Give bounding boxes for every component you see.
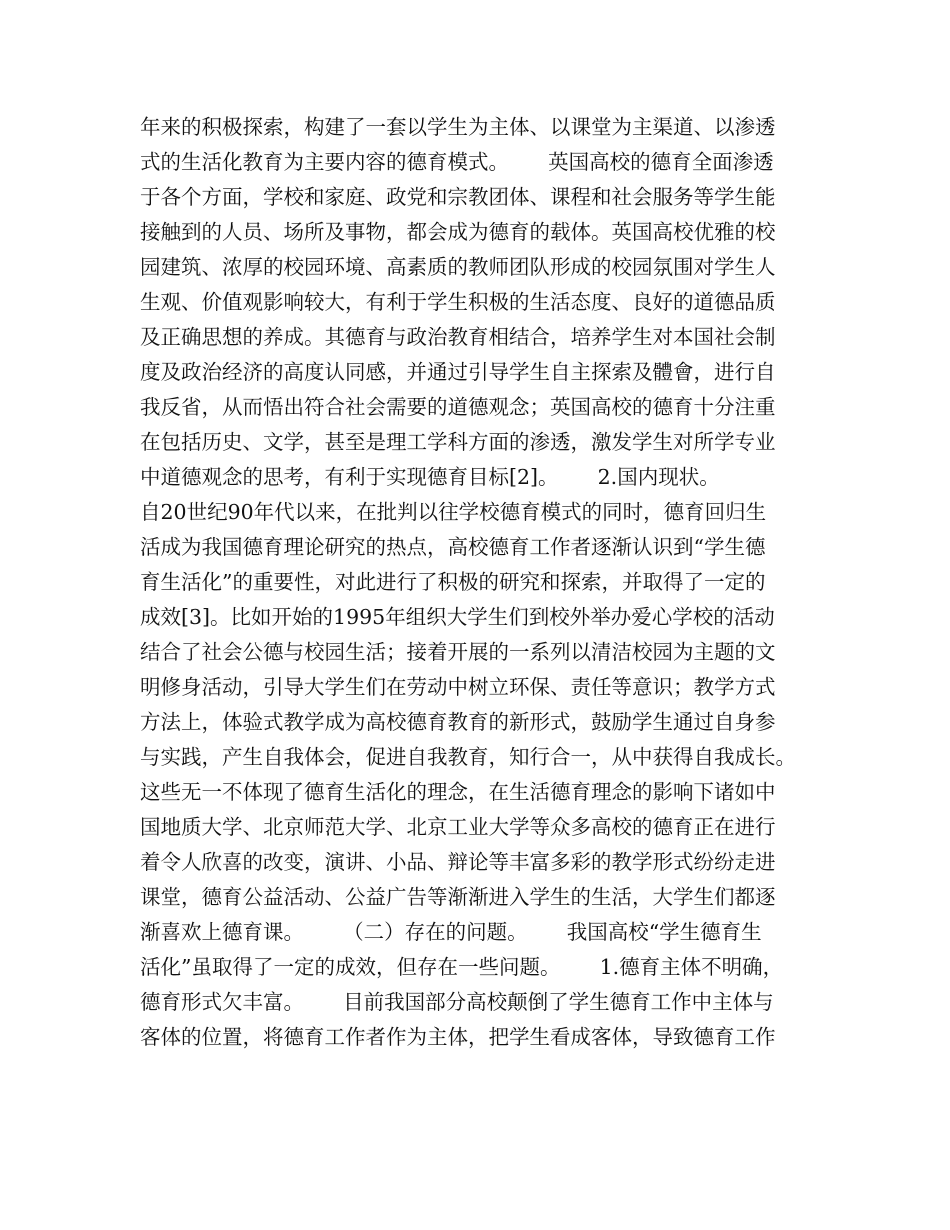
text-line: 渐喜欢上德育课。 （二）存在的问题。 我国高校“学生德育生 xyxy=(140,920,762,944)
text-line: 明修身活动，引导大学生们在劳动中树立环保、责任等意识；教学方式 xyxy=(140,675,776,699)
text-line: 结合了社会公德与校园生活；接着开展的一系列以清洁校园为主题的文 xyxy=(140,640,776,664)
text-line: 活化”虽取得了一定的成效，但存在一些问题。 1.德育主体不明确， xyxy=(140,955,784,979)
text-line: 活成为我国德育理论研究的热点，高校德育工作者逐渐认识到“学生德 xyxy=(140,535,766,559)
text-line: 中道德观念的思考，有利于实现德育目标[2]。 2.国内现状。 xyxy=(140,465,720,489)
text-line: 式的生活化教育为主要内容的德育模式。 英国高校的德育全面渗透 xyxy=(140,150,774,174)
text-line: 育生活化”的重要性，对此进行了积极的研究和探索，并取得了一定的 xyxy=(140,570,766,594)
body-text xyxy=(140,110,830,1055)
text-line: 这些无一不体现了德育生活化的理念，在生活德育理念的影响下诸如中 xyxy=(140,780,776,804)
text-line: 方法上，体验式教学成为高校德育教育的新形式，鼓励学生通过自身参 xyxy=(140,710,776,734)
text-line: 于各个方面，学校和家庭、政党和宗教团体、课程和社会服务等学生能 xyxy=(140,185,776,209)
text-line: 成效[3]。比如开始的1995年组织大学生们到校外举办爱心学校的活动 xyxy=(140,605,775,629)
text-line: 接触到的人员、场所及事物，都会成为德育的载体。英国高校优雅的校 xyxy=(140,220,776,244)
text-line: 在包括历史、文学，甚至是理工学科方面的渗透，激发学生对所学专业 xyxy=(140,430,776,454)
text-line: 自20世纪90年代以来，在批判以往学校德育模式的同时，德育回归生 xyxy=(140,500,767,524)
text-line: 年来的积极探索，构建了一套以学生为主体、以课堂为主渠道、以渗透 xyxy=(140,115,776,139)
text-line: 生观、价值观影响较大，有利于学生积极的生活态度、良好的道德品质 xyxy=(140,290,776,314)
text-line: 客体的位置，将德育工作者作为主体，把学生看成客体，导致德育工作 xyxy=(140,1025,776,1049)
text-line: 度及政治经济的高度认同感，并通过引导学生自主探索及體會，进行自 xyxy=(140,360,776,384)
text-line: 国地质大学、北京师范大学、北京工业大学等众多高校的德育正在进行 xyxy=(140,815,776,839)
text-line: 着令人欣喜的改变，演讲、小品、辩论等丰富多彩的教学形式纷纷走进 xyxy=(140,850,776,874)
text-line: 及正确思想的养成。其德育与政治教育相结合，培养学生对本国社会制 xyxy=(140,325,776,349)
text-line: 与实践，产生自我体会，促进自我教育，知行合一，从中获得自我成长。 xyxy=(140,745,796,769)
text-line: 我反省，从而悟出符合社会需要的道德观念；英国高校的德育十分注重 xyxy=(140,395,776,419)
text-line: 课堂，德育公益活动、公益广告等渐渐进入学生的生活，大学生们都逐 xyxy=(140,885,776,909)
text-line: 德育形式欠丰富。 目前我国部分高校颠倒了学生德育工作中主体与 xyxy=(140,990,774,1014)
text-line: 园建筑、浓厚的校园环境、高素质的教师团队形成的校园氛围对学生人 xyxy=(140,255,776,279)
